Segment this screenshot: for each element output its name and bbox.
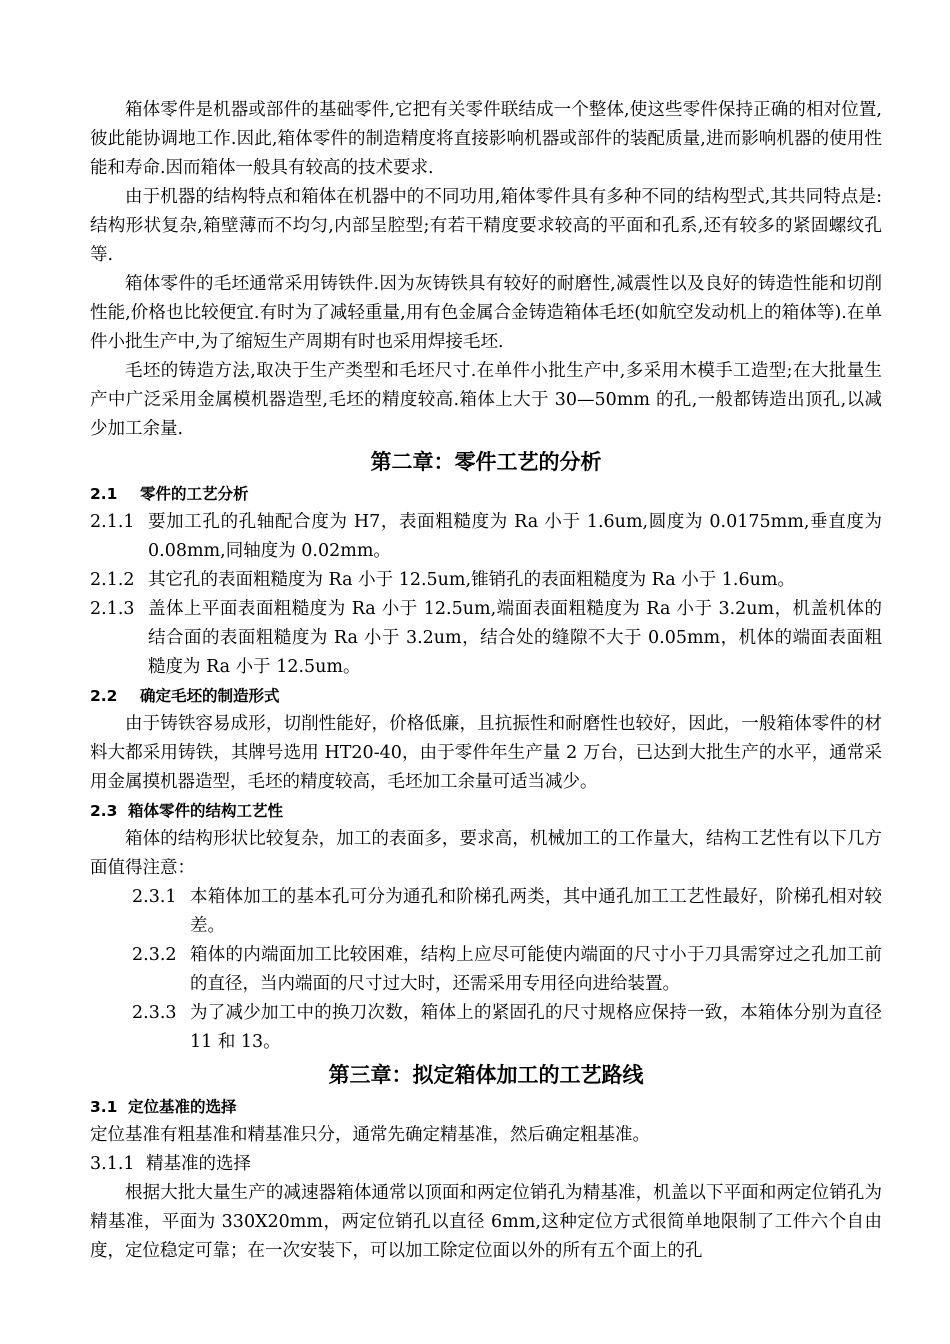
chapter-3-title: 第三章：拟定箱体加工的工艺路线: [328, 1063, 644, 1087]
section-title: 定位基准的选择: [128, 1098, 237, 1116]
list-item: [90, 508, 882, 566]
item-text: 箱体的内端面加工比较困难，结构上应尽可能使内端面的尺寸小于刀具需穿过之孔加工前的直径，当内端面的尺寸过大时，还需采用专用径向进给装置。: [190, 945, 882, 994]
subsection-3-1-1-paragraph: 根据大批大量生产的减速器箱体通常以顶面和两定位销孔为精基准，机盖以下平面和两定位销孔为精基准，平面为 330X20mm，两定位销孔以直径 6mm,这种定位方式很简单地限制了工件六个自由度，定位稳定可靠；在一次安装下，可以加工除定位面以外的所有五个面上的孔: [90, 1183, 882, 1261]
chapter-2-title: 第二章：零件工艺的分析: [370, 450, 602, 474]
item-text: 为了减少加工中的换刀次数，箱体上的紧固孔的尺寸规格应保持一致，本箱体分别为直径 11 和 13。: [190, 1003, 882, 1052]
item-number: 2.1.1: [90, 512, 135, 532]
intro-paragraph-2: 由于机器的结构特点和箱体在机器中的不同功用,箱体零件具有多种不同的结构型式,其共同特点是:结构形状复杂,箱壁薄而不均匀,内部呈腔型;有若干精度要求较高的平面和孔系,还有较多的紧固螺纹孔等.: [90, 187, 882, 265]
intro-paragraph-4: 毛坯的铸造方法,取决于生产类型和毛坯尺寸.在单件小批生产中,多采用木模手工造型;在大批量生产中广泛采用金属模机器造型,毛坯的精度较高.箱体上大于 30—50mm 的孔,一般都铸造出顶孔,以减少加工余量.: [90, 361, 882, 439]
section-2-3-paragraph: 箱体的结构形状比较复杂，加工的表面多，要求高，机械加工的工作量大，结构工艺性有以下几方面值得注意：: [90, 829, 882, 878]
section-title: 零件的工艺分析: [140, 485, 249, 503]
section-title: 精基准的选择: [146, 1154, 251, 1174]
section-2-2-heading: [90, 682, 882, 710]
document-page: [90, 96, 882, 1266]
item-text: 本箱体加工的基本孔可分为通孔和阶梯孔两类，其中通孔加工工艺性最好，阶梯孔相对较差。: [190, 887, 882, 936]
item-number: 2.3.2: [132, 945, 177, 965]
section-3-1-heading: [90, 1093, 882, 1121]
intro-paragraph-1: 箱体零件是机器或部件的基础零件,它把有关零件联结成一个整体,使这些零件保持正确的相对位置,彼此能协调地工作.因此,箱体零件的制造精度将直接影响机器或部件的装配质量,进而影响机器的使用性能和寿命.因而箱体一般具有较高的技术要求.: [90, 100, 882, 178]
section-2-2-paragraph: 由于铸铁容易成形，切削性能好，价格低廉，且抗振性和耐磨性也较好，因此，一般箱体零件的材料大都采用铸铁，其牌号选用 HT20-40，由于零件年生产量 2 万台，已达到大批生产的水平，通常采用金属摸机器造型，毛坯的精度较高，毛坯加工余量可适当减少。: [90, 714, 882, 792]
section-2-3-heading: [90, 797, 882, 825]
list-item: [90, 595, 882, 682]
item-number: 2.3.1: [132, 887, 177, 907]
section-title: 箱体零件的结构工艺性: [128, 802, 284, 820]
item-text: 盖体上平面表面粗糙度为 Ra 小于 12.5um,端面表面粗糙度为 Ra 小于 3.2um，机盖机体的结合面的表面粗糙度为 Ra 小于 3.2um，结合处的缝隙不大于 0.05mm，机体的端面表面粗糙度为 Ra 小于 12.5um。: [148, 599, 882, 677]
section-title: 确定毛坯的制造形式: [140, 687, 280, 705]
list-item: [90, 883, 882, 941]
item-number: 2.1.2: [90, 570, 135, 590]
section-number: 3.1.1: [90, 1154, 135, 1174]
intro-paragraph-3: 箱体零件的毛坯通常采用铸铁件.因为灰铸铁具有较好的耐磨性,减震性以及良好的铸造性能和切削性能,价格也比较便宜.有时为了减轻重量,用有色金属合金铸造箱体毛坯(如航空发动机上的箱体等).在单件小批生产中,为了缩短生产周期有时也采用焊接毛坯.: [90, 274, 882, 352]
section-number: 3.1: [90, 1098, 118, 1116]
subsection-3-1-1-heading: [90, 1150, 882, 1179]
list-item: [90, 941, 882, 999]
list-item: [90, 566, 882, 595]
item-text: 其它孔的表面粗糙度为 Ra 小于 12.5um,锥销孔的表面粗糙度为 Ra 小于 1.6um。: [148, 570, 795, 590]
section-number: 2.3: [90, 802, 118, 820]
section-number: 2.1: [90, 485, 118, 503]
section-number: 2.2: [90, 687, 118, 705]
item-text: 要加工孔的孔轴配合度为 H7，表面粗糙度为 Ra 小于 1.6um,圆度为 0.0175mm,垂直度为 0.08mm,同轴度为 0.02mm。: [148, 512, 882, 561]
item-number: 2.1.3: [90, 599, 135, 619]
item-number: 2.3.3: [132, 1003, 177, 1023]
section-2-1-heading: [90, 480, 882, 508]
section-3-1-paragraph: 定位基准有粗基准和精基准只分，通常先确定精基准，然后确定粗基准。: [90, 1125, 650, 1145]
list-item: [90, 999, 882, 1057]
